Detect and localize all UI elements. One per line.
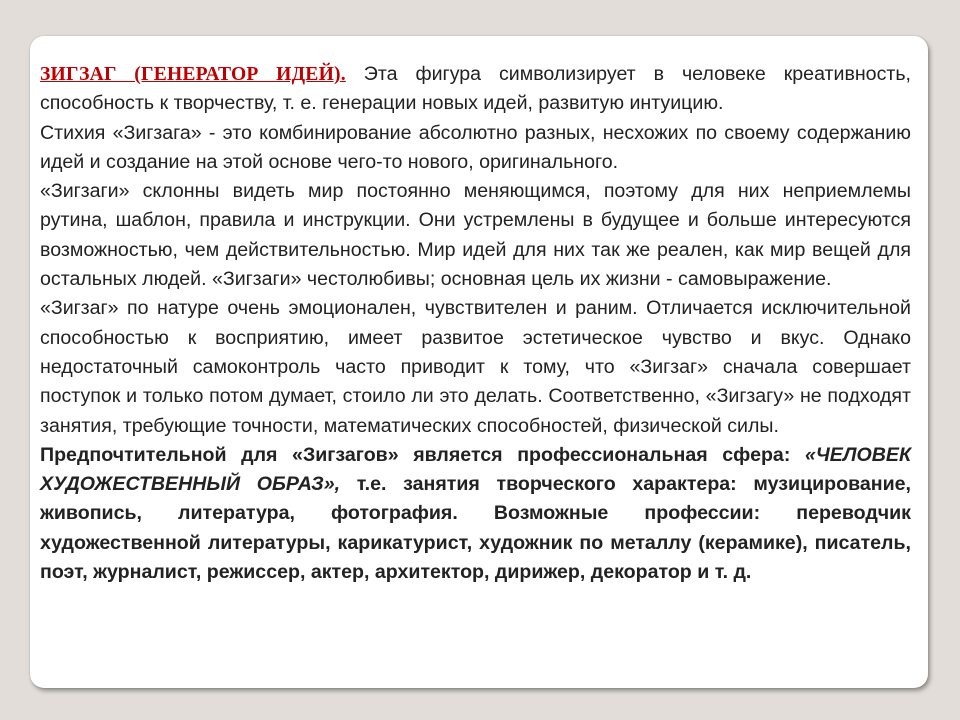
slide-card [30,36,928,688]
paragraph-element: Стихия «Зигзага» - это комбинирование абсолютно разных, несхожих по своему содержанию идей и создание на этой основе чего-то нового, оригинального. [40,121,911,173]
intro-text: Эта фигура символизирует в человеке креативность, способность к творчеству, т. е. генерации новых идей, развитую интуицию. [40,63,911,115]
paragraph-intro [40,60,911,119]
paragraph-professions [40,441,911,587]
professions-lead: Предпочтительной для «Зигзагов» является профессиональная сфера: [40,443,805,466]
professional-sphere: «ЧЕЛОВЕК ХУДОЖЕСТВЕННЫЙ ОБРАЗ», [40,443,911,496]
paragraph-temperament: «Зигзаг» по натуре очень эмоционален, чувствителен и раним. Отличается исключительной способностью к восприятию, имеет развитое эстетическое чувство и вкус. Однако недостаточный самоконтроль часто приводит к тому, что «Зигзаг» сначала совершает поступок и только потом думает, стоило ли это делать. Соответственно, «Зигзагу» не подходят занятия, требующие точности, математических способностей, физической силы. [40,297,911,437]
professions-list: т.е. занятия творческого характера: музицирование, живопись, литература, фотография. Возможные профессии: переводчик художественной литературы, карикатурист, художник по металлу (керамике), писатель, поэт, журналист, режиссер, актер, архитектор, дирижер, декоратор и т. д. [40,473,912,584]
slide-text-block [40,60,911,587]
slide-heading: ЗИГЗАГ (ГЕНЕРАТОР ИДЕЙ). [40,64,346,85]
paragraph-worldview: «Зигзаги» склонны видеть мир постоянно меняющимся, поэтому для них неприемлемы рутина, шаблон, правила и инструкции. Они устремлены в будущее и больше интересуются возможностью, чем действительностью. Мир идей для них так же реален, как мир вещей для остальных людей. «Зигзаги» честолюбивы; основная цель их жизни - самовыражение. [40,180,911,291]
